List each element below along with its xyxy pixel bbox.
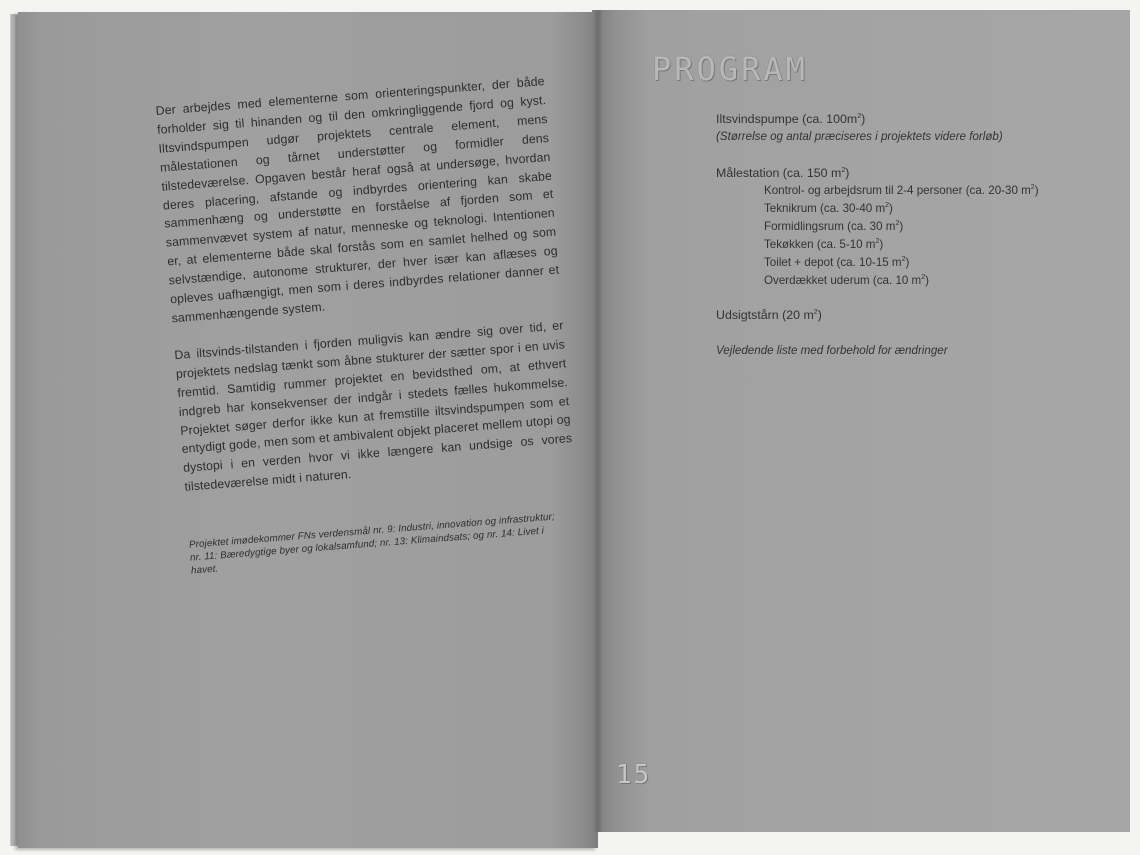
- program-subitem: Formidlingsrum (ca. 30 $m^2$): [764, 220, 904, 233]
- program-subitem: Tekøkken (ca. 5-10 $m^2$): [764, 238, 884, 251]
- program-disclaimer: Vejledende liste med forbehold for ændringer: [716, 344, 948, 357]
- program-item-note: (Størrelse og antal præciseres i projektets videre forløb): [716, 130, 1003, 143]
- program-item: Udsigtstårn (20 $m^2$): [716, 308, 822, 322]
- program-title: PROGRAM: [652, 50, 808, 88]
- program-subitem: Overdækket uderum (ca. 10 $m^2$): [764, 274, 929, 287]
- page-number: 15: [616, 760, 652, 790]
- book-spine: [592, 10, 604, 832]
- left-page-text: [155, 72, 582, 596]
- sdg-note: Projektet imødekommer FNs verdensmål nr. 9: Industri, innovation og infrastruktur; nr. 11: Bæredygtige byer og lokalsamfund; nr. 13: Klimaindsats; og nr. 14: Livet i havet.: [188, 511, 556, 577]
- program-item: Målestation (ca. 150 $m^2$): [716, 166, 850, 180]
- program-subitem: Teknikrum (ca. 30-40 $m^2$): [764, 202, 893, 215]
- program-subitem: Kontrol- og arbejdsrum til 2-4 personer (ca. 20-30 $m^2$): [764, 184, 1039, 197]
- body-paragraph: Da iltsvinds-tilstanden i fjorden muligvis kan ændre sig over tid, er projektets nedslag tænkt som åbne stukturer der sætter spor i en uvis fremtid. Samtidig rummer projektet en bevidsthed om, at ethvert indgreb har konsekvenser der indgår i stedets fælles hukommelse. Projektet søger derfor ikke kun at fremstille iltsvindspumpen som et entydigt gode, men som et ambivalent objekt placeret mellem utopi og dystopi i en verden hvor vi ikke længere kan undsige os vores tilstedeværelse midt i naturen.: [173, 318, 573, 495]
- program-subitem: Toilet + depot (ca. 10-15 $m^2$): [764, 256, 910, 269]
- body-paragraph: Der arbejdes med elementerne som orienteringspunkter, der både forholder sig til hinanden og til den omkringliggende fjord og kyst. Iltsvindspumpen udgør projektets centrale element, mens målestationen og tårnet understøtter og formidler dens tilstedeværelse. Opgaven består heraf også at undersøge, hvordan deres placering, afstande og indbyrdes orientering kan skabe sammenhæng og understøtte en forståelse af fjorden som et sammenvævet system af natur, menneske og teknologi. Intentionen er, at elementerne både skal forstås som en samlet helhed og som selvstændige, autonome strukturer, der hver især kan aflæses og opleves uafhængigt, men som i deres indbyrdes relationer danner et sammenhængende system.: [155, 74, 560, 326]
- program-item: Iltsvindspumpe (ca. $100m^2$): [716, 112, 866, 126]
